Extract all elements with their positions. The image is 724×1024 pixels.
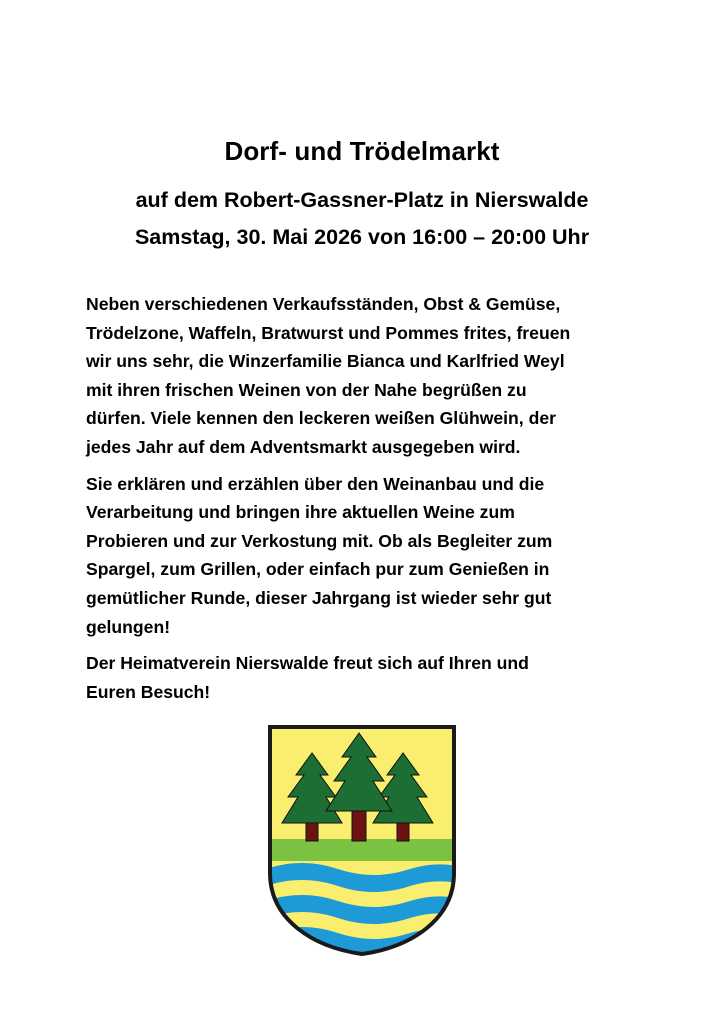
- text-line: Probieren und zur Verkostung mit. Ob als Begleiter zum: [86, 530, 553, 551]
- event-location: auf dem Robert-Gassner-Platz in Nierswalde: [135, 188, 589, 212]
- paragraph-closing: [86, 649, 646, 706]
- text-line: mit ihren frischen Weinen von der Nahe begrüßen zu: [86, 379, 527, 400]
- text-line: gemütlicher Runde, dieser Jahrgang ist wieder sehr gut: [86, 587, 552, 608]
- text-line: Trödelzone, Waffeln, Bratwurst und Pommes frites, freuen: [86, 322, 571, 343]
- text-line: wir uns sehr, die Winzerfamilie Bianca und Karlfried Weyl: [86, 351, 565, 372]
- text-line: gelungen!: [86, 616, 171, 637]
- text-line: dürfen. Viele kennen den leckeren weißen Glühwein, der: [86, 408, 556, 429]
- body-text: [86, 290, 646, 714]
- page-title: Dorf- und Trödelmarkt: [224, 136, 500, 166]
- text-line: Sie erklären und erzählen über den Weinanbau und die: [86, 473, 545, 494]
- coat-of-arms-icon: [266, 723, 458, 958]
- paragraph-wine: [86, 470, 646, 642]
- text-line: Euren Besuch!: [86, 681, 211, 702]
- grass-band: [266, 839, 458, 861]
- text-line: Spargel, zum Grillen, oder einfach pur zum Genießen in: [86, 559, 550, 580]
- text-line: jedes Jahr auf dem Adventsmarkt ausgegeben wird.: [86, 436, 521, 457]
- text-line: Neben verschiedenen Verkaufsständen, Obst & Gemüse,: [86, 294, 561, 314]
- text-line: Der Heimatverein Nierswalde freut sich auf Ihren und: [86, 653, 529, 674]
- paragraph-intro: [86, 290, 646, 462]
- text-line: Verarbeitung und bringen ihre aktuellen Weine zum: [86, 502, 515, 523]
- event-date-time: Samstag, 30. Mai 2026 von 16:00 – 20:00 Uhr: [134, 225, 590, 249]
